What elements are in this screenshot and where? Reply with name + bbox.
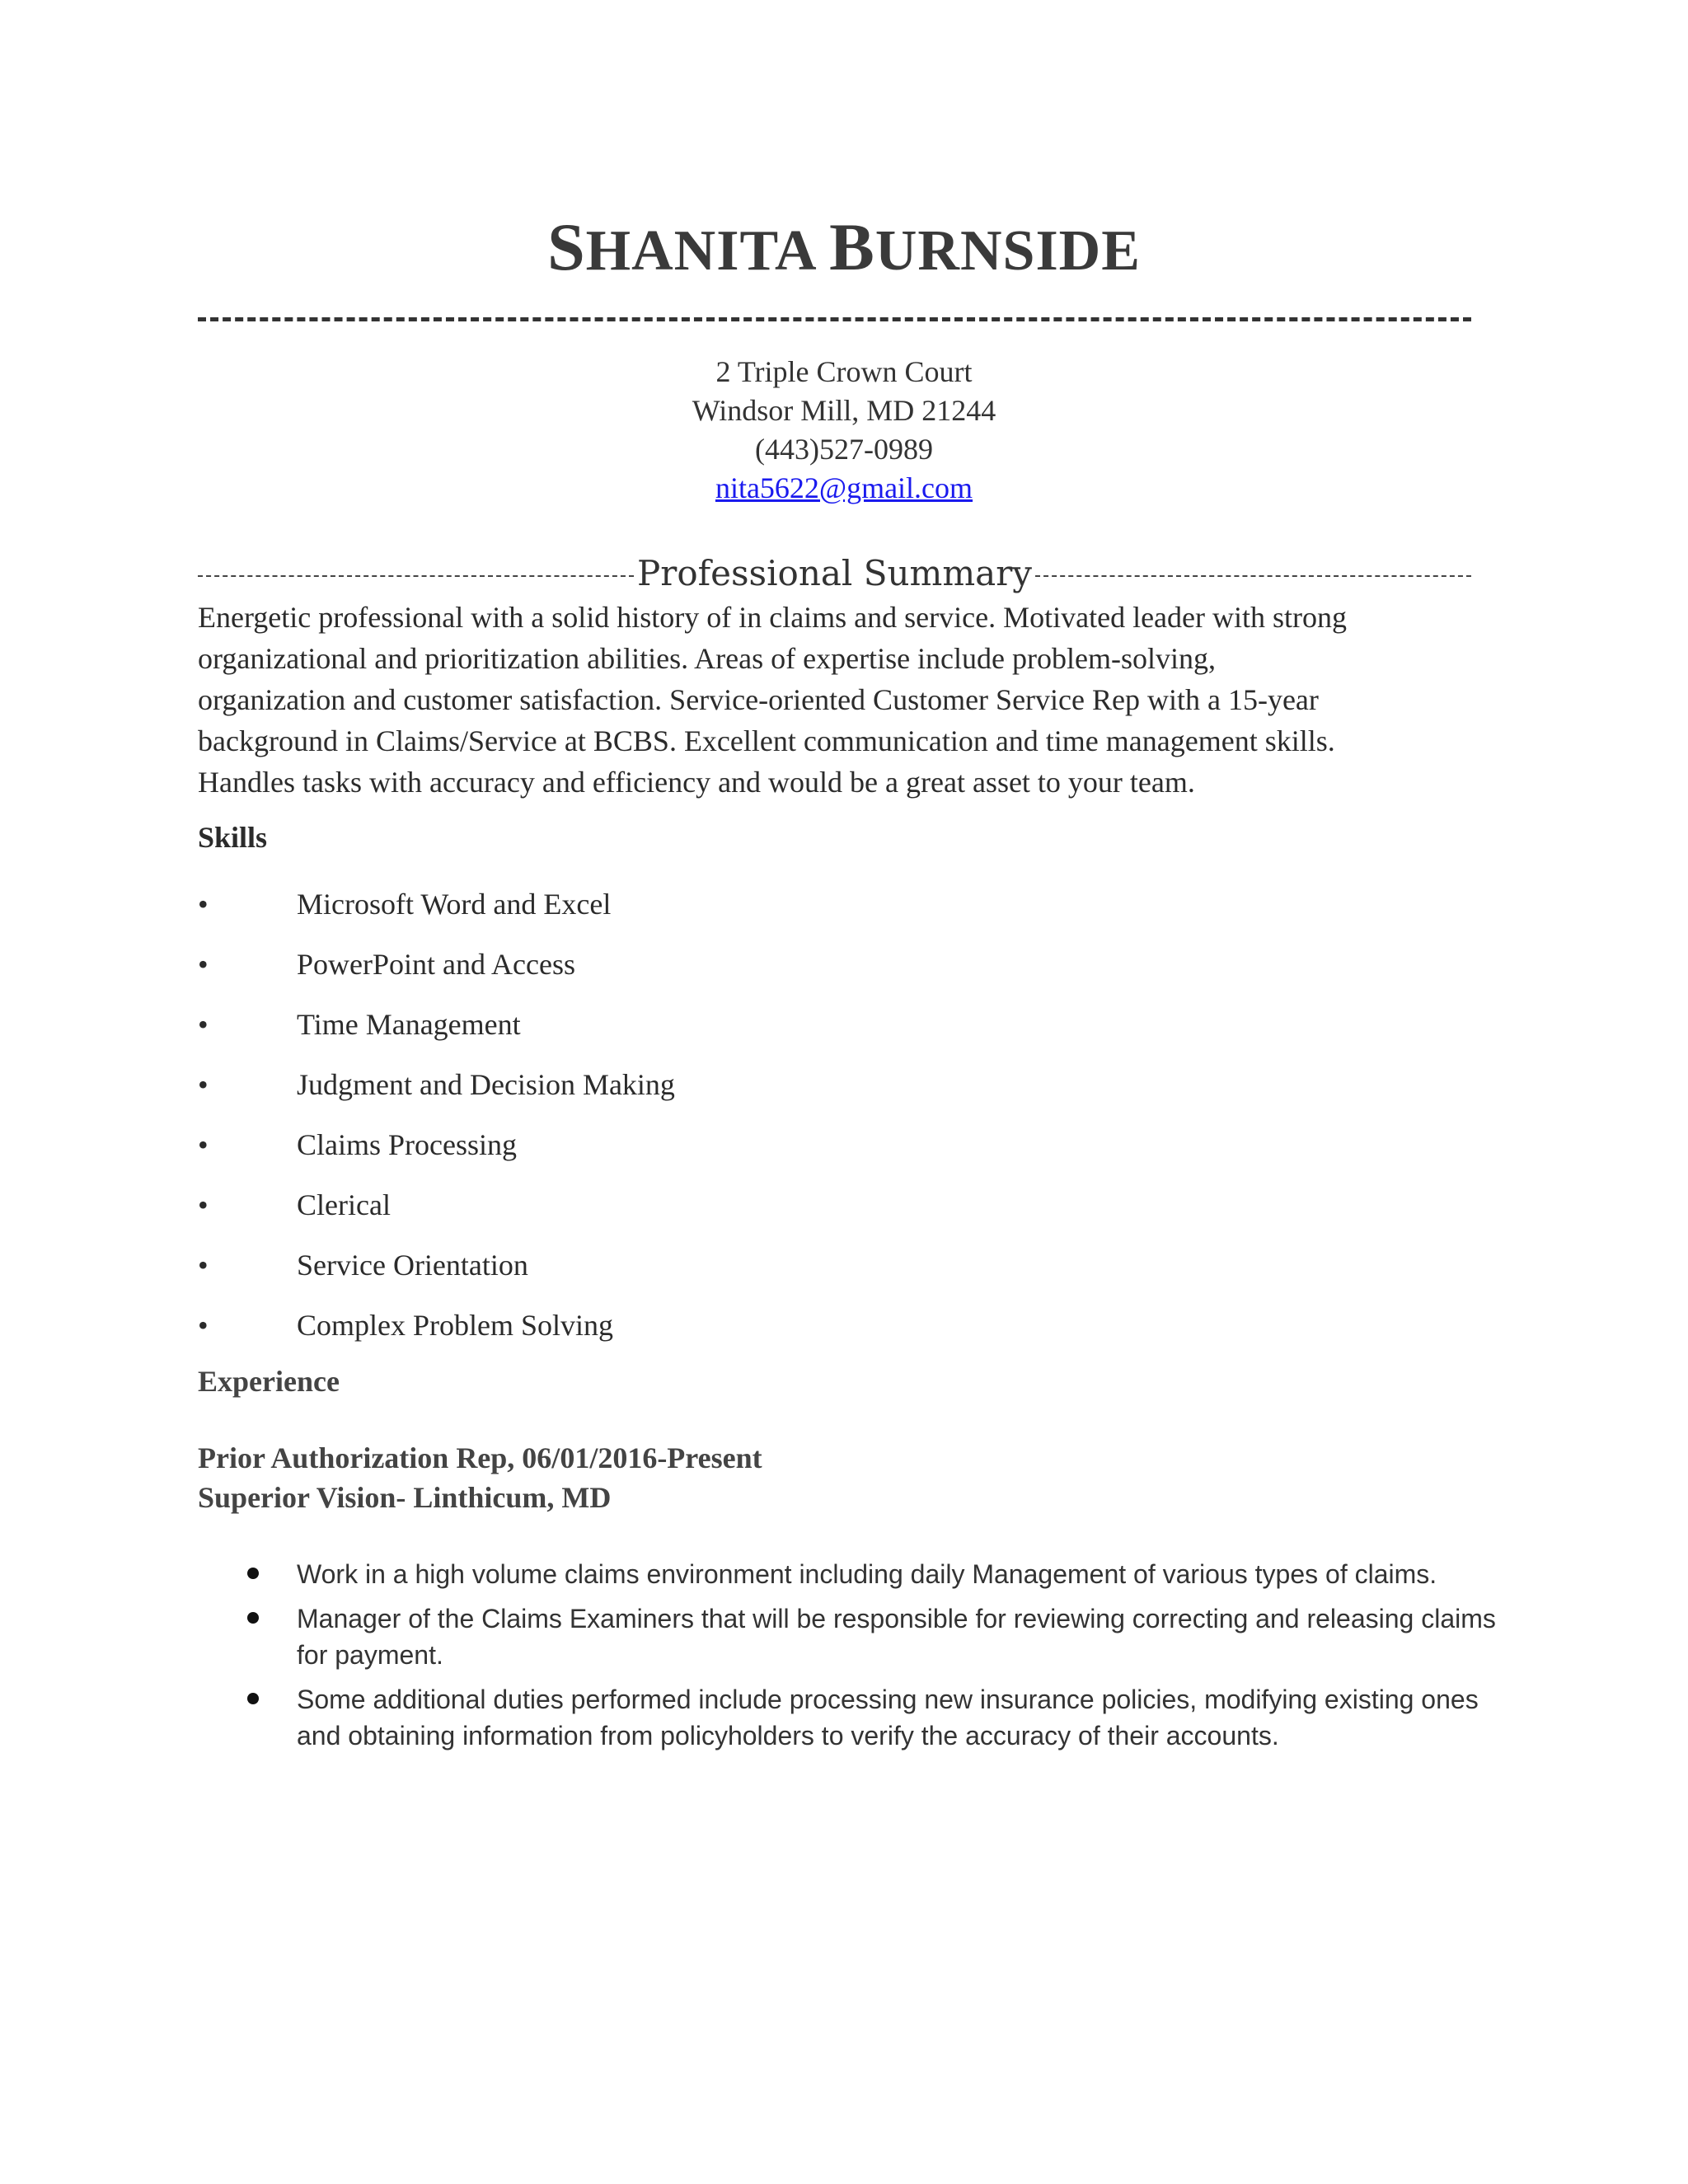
skill-item <box>198 1295 675 1355</box>
summary-heading: Professional Summary <box>636 552 1033 593</box>
candidate-name <box>0 210 1688 288</box>
summary-right-divider <box>1035 575 1471 577</box>
duty-item <box>247 1681 1500 1754</box>
duty-text: Work in a high volume claims environment including daily Management of various types of claims. <box>297 1559 1437 1589</box>
name-first-rest: HANITA <box>585 219 814 283</box>
bullet-icon: • <box>198 1067 209 1101</box>
summary-line: organizational and prioritization abilities. Areas of expertise include problem-solving, <box>198 642 1216 675</box>
skill-label: Time Management <box>297 1007 521 1041</box>
bullet-icon: • <box>198 947 209 981</box>
contact-phone: (443)527-0989 <box>755 433 933 466</box>
contact-street: 2 Triple Crown Court <box>715 355 973 388</box>
bullet-icon: • <box>198 1188 209 1221</box>
summary-line: organization and customer satisfaction. Service-oriented Customer Service Rep with a 15-year <box>198 683 1319 716</box>
job-title: Prior Authorization Rep, 06/01/2016-Present <box>198 1441 762 1474</box>
skill-label: Clerical <box>297 1188 391 1221</box>
skills-list <box>198 874 675 1355</box>
contact-city: Windsor Mill, MD 21244 <box>692 394 996 427</box>
duty-item <box>247 1556 1500 1592</box>
summary-heading-row <box>198 548 1471 598</box>
skill-item <box>198 1114 675 1174</box>
bullet-icon: • <box>198 1248 209 1282</box>
skill-label: PowerPoint and Access <box>297 947 575 981</box>
summary-line: Energetic professional with a solid history of in claims and service. Motivated leader with strong <box>198 601 1347 634</box>
summary-paragraph <box>198 597 1484 803</box>
job-employer: Superior Vision- Linthicum, MD <box>198 1481 612 1514</box>
skill-item <box>198 1235 675 1295</box>
skills-heading: Skills <box>198 821 268 854</box>
skill-label: Complex Problem Solving <box>297 1308 614 1342</box>
contact-block <box>0 353 1688 508</box>
skill-item <box>198 1174 675 1235</box>
skill-label: Service Orientation <box>297 1248 528 1282</box>
skill-item <box>198 1054 675 1114</box>
bullet-icon: • <box>198 887 209 921</box>
job-header <box>198 1438 762 1517</box>
contact-email-link[interactable]: nita5622@gmail.com <box>715 471 973 504</box>
name-first-initial: S <box>547 209 586 284</box>
name-last-initial: B <box>829 209 875 284</box>
bullet-icon: • <box>198 1007 209 1041</box>
duty-text: Some additional duties performed include processing new insurance policies, modifying existing ones and obtaining information from policyholders to verify the accuracy of their accounts. <box>297 1685 1479 1750</box>
skill-item <box>198 874 675 934</box>
skill-label: Judgment and Decision Making <box>297 1067 675 1101</box>
bullet-dot-icon <box>247 1612 259 1624</box>
duty-item <box>247 1601 1500 1673</box>
job-duties-list <box>247 1556 1500 1762</box>
skill-label: Microsoft Word and Excel <box>297 887 612 921</box>
bullet-icon: • <box>198 1127 209 1161</box>
summary-line: background in Claims/Service at BCBS. Excellent communication and time management skills. <box>198 724 1335 757</box>
skill-label: Claims Processing <box>297 1127 517 1161</box>
bullet-dot-icon <box>247 1693 259 1704</box>
duty-text: Manager of the Claims Examiners that will be responsible for reviewing correcting and releasing claims for payment. <box>297 1604 1496 1670</box>
summary-left-divider <box>198 575 634 577</box>
name-last-rest: URNSIDE <box>874 219 1141 283</box>
skill-item <box>198 994 675 1054</box>
bullet-dot-icon <box>247 1568 259 1579</box>
skill-item <box>198 934 675 994</box>
bullet-icon: • <box>198 1308 209 1342</box>
summary-line: Handles tasks with accuracy and efficiency and would be a great asset to your team. <box>198 766 1195 799</box>
experience-heading: Experience <box>198 1365 340 1398</box>
header-divider <box>198 317 1471 321</box>
